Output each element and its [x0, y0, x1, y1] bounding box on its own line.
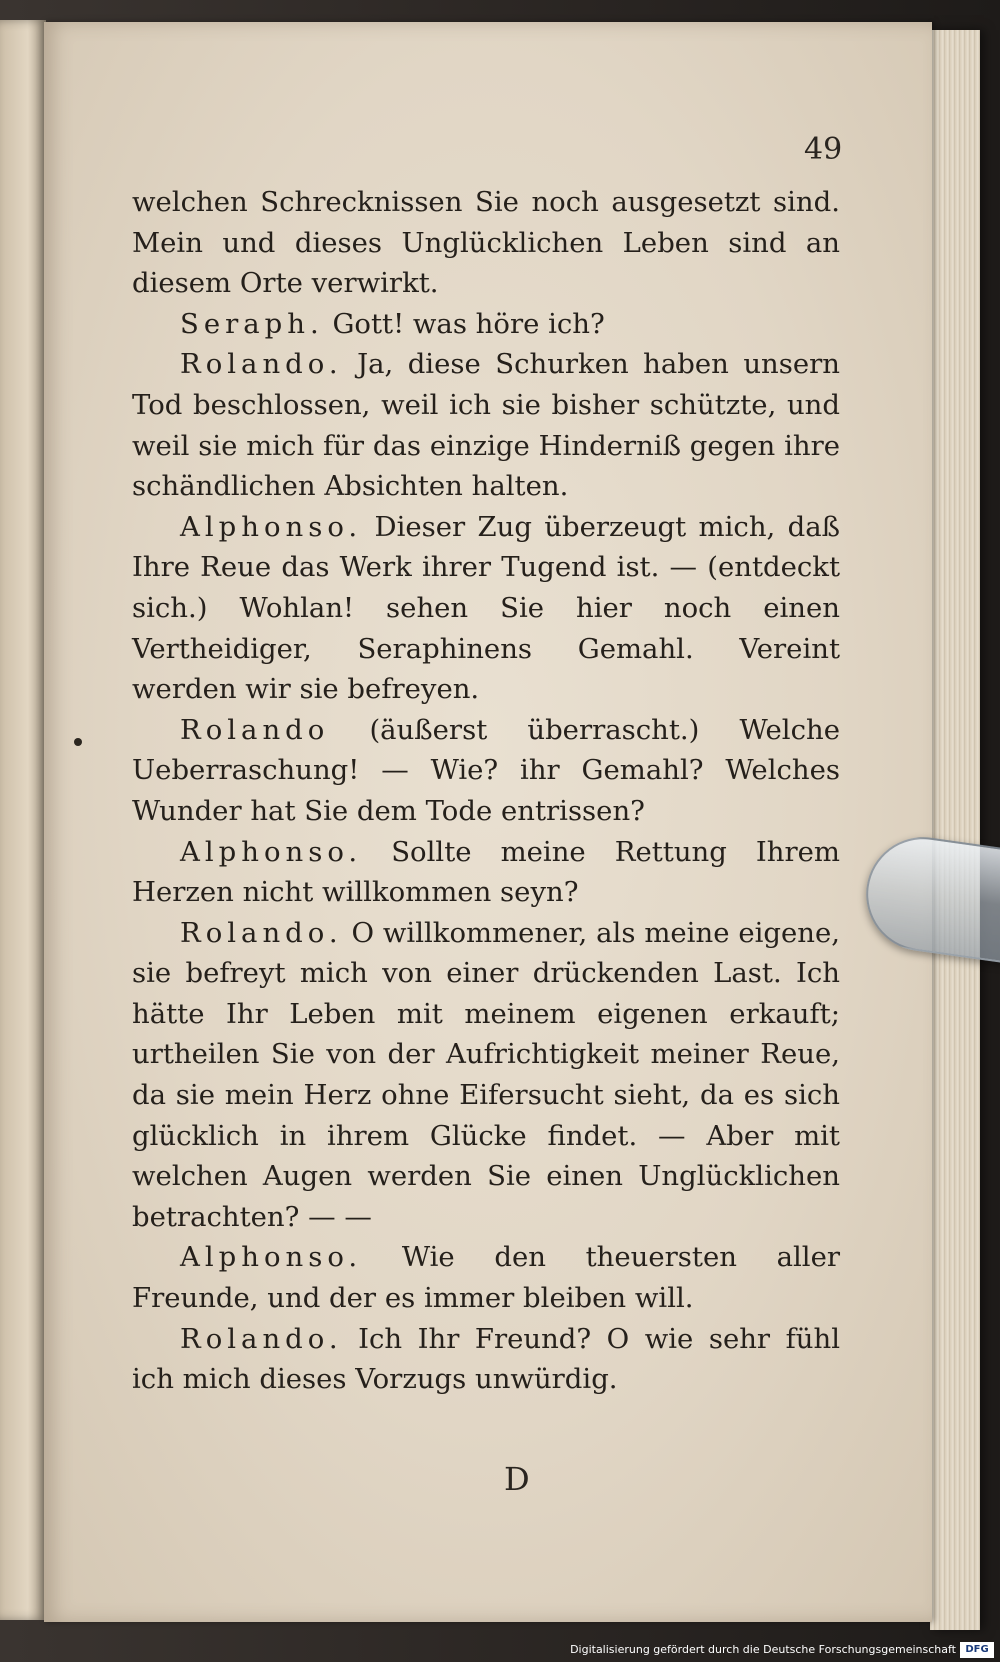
- paragraph: [132, 832, 840, 913]
- paragraph: [132, 507, 840, 710]
- paragraph: [132, 710, 840, 832]
- paragraph-text: Ich Ihr Freund? O wie sehr fühl ich mich dieses Vorzugs unwürdig.: [132, 1322, 840, 1396]
- speaker-name: Alphonso.: [180, 510, 363, 543]
- paragraph-text: welchen Schrecknissen Sie noch ausgesetzt sind. Mein und dieses Unglücklichen Leben sind an diesem Orte verwirkt.: [132, 186, 840, 300]
- paragraph-text: Gott! was höre ich?: [332, 307, 605, 340]
- speaker-name: Rolando.: [180, 348, 343, 381]
- speaker-name: Rolando.: [180, 916, 343, 949]
- paragraph-text: Wie den theuersten aller Freunde, und der es immer bleiben will.: [132, 1241, 840, 1315]
- digitization-credit: Digitalisierung gefördert durch die Deutsche Forschungsgemeinschaft: [570, 1643, 956, 1656]
- speaker-name: Alphonso.: [180, 835, 363, 868]
- dfg-logo: DFG: [960, 1642, 994, 1658]
- book-page: [44, 22, 932, 1622]
- paragraph-text: Dieser Zug überzeugt mich, daß Ihre Reue das Werk ihrer Tugend ist. — (entdeckt sich.) Wohlan! sehen Sie hier noch einen Vertheidiger, Seraphinens Gemahl. Vereint werden wir sie befreyen.: [132, 510, 840, 706]
- page-number: 49: [804, 132, 843, 167]
- speaker-name: Alphonso.: [180, 1241, 363, 1274]
- speaker-name: Rolando.: [180, 1322, 343, 1355]
- paragraph: [132, 182, 840, 304]
- signature-mark: D: [504, 1460, 530, 1498]
- page-text: [132, 182, 840, 1400]
- speaker-name: Rolando: [180, 713, 330, 746]
- paragraph: [132, 304, 840, 345]
- ink-speck: [74, 738, 82, 746]
- paragraph-text: O willkommener, als meine eigene, sie befreyt mich von einer drückenden Last. Ich hätte Ihr Leben mit meinem eigenen erkauft; urtheilen Sie von der Aufrichtigkeit meiner Reue, da sie mein Herz ohne Eifersucht sieht, da es sich glücklich in ihrem Glücke findet. — Aber mit welchen Augen werden Sie einen Unglücklichen betrachten? — —: [132, 916, 841, 1233]
- paragraph: [132, 1319, 840, 1400]
- paragraph: [132, 913, 840, 1238]
- paragraph-text: (äußerst überrascht.) Welche Ueberraschung! — Wie? ihr Gemahl? Welches Wunder hat Sie dem Tode entrissen?: [132, 713, 840, 827]
- paragraph-text: Ja, diese Schurken haben unsern Tod beschlossen, weil ich sie bisher schützte, und weil sie mich für das einzige Hinderniß gegen ihre schändlichen Absichten halten.: [132, 348, 840, 503]
- paragraph: [132, 344, 840, 506]
- paragraph: [132, 1237, 840, 1318]
- previous-page-edge: [0, 20, 46, 1620]
- page-stack-edge: [930, 30, 980, 1630]
- paragraph-text: Sollte meine Rettung Ihrem Herzen nicht willkommen seyn?: [132, 835, 840, 909]
- speaker-name: Seraph.: [180, 307, 324, 340]
